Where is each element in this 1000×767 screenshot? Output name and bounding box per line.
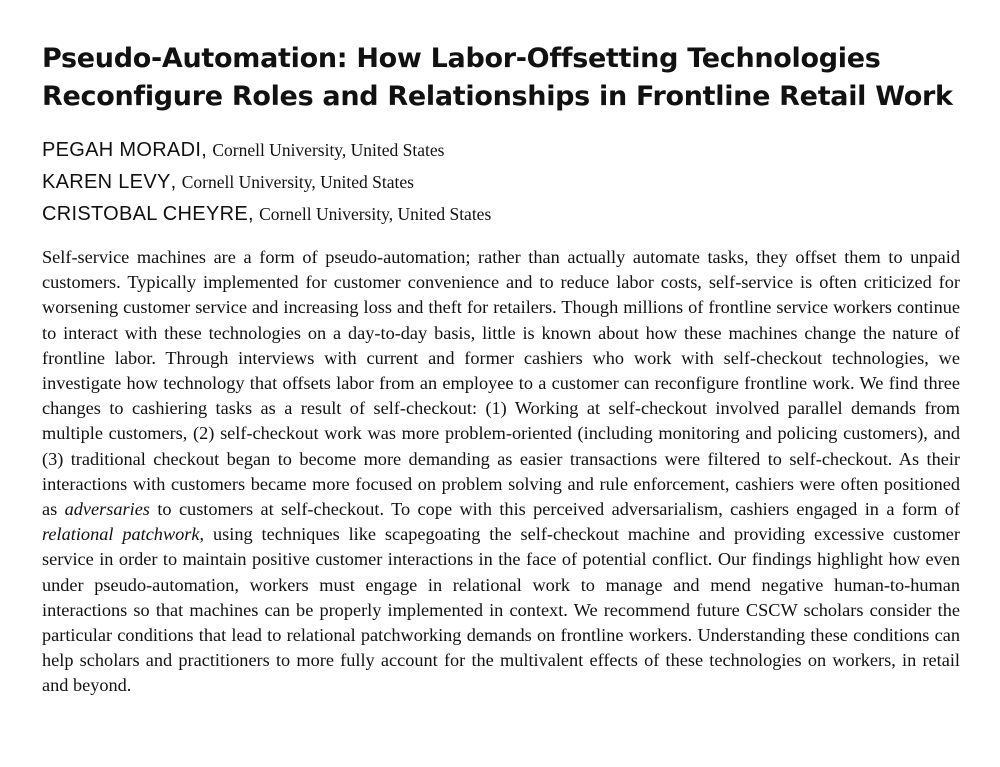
abstract-text: , using techniques like scapegoating the self-checkout machine and providing excessive customer service in order to maintain positive customer interactions in the face of potential conflict. Our findings highlight how even under pseudo-automation, workers must engage in relational work to manage and mend negative human-to-human interactions so that machines can be properly implemented in context. We recommend future CSCW scholars consider the particular conditions that lead to relational patchworking demands on frontline workers. Understanding these conditions can help scholars and practitioners to more fully account for the multivalent effects of these technologies on workers, in retail and beyond. [42,524,960,696]
author-list [42,135,960,231]
abstract-emphasis: relational patchwork [42,524,200,545]
abstract [42,245,960,699]
author-entry: PEGAH MORADI, Cornell University, United States [42,139,445,161]
abstract-text: to customers at self-checkout. To cope with this perceived adversarialism, cashiers engaged in a form of [149,499,960,520]
paper-header [42,40,960,717]
author-affiliation: Cornell University, United States [181,172,414,192]
abstract-emphasis: adversaries [64,499,150,520]
paper-title: Pseudo-Automation: How Labor-Offsetting Technologies Reconfigure Roles and Relationships in Frontline Retail Work [42,43,953,112]
author-entry: KAREN LEVY, Cornell University, United States [42,171,414,193]
author-name: PEGAH MORADI [42,139,202,161]
author-entry: CRISTOBAL CHEYRE, Cornell University, United States [42,203,492,225]
author-name: KAREN LEVY [42,171,171,193]
author-name: CRISTOBAL CHEYRE [42,203,248,225]
author-affiliation: Cornell University, United States [259,204,492,224]
author-affiliation: Cornell University, United States [212,140,445,160]
abstract-text: Self-service machines are a form of pseudo-automation; rather than actually automate tasks, they offset them to unpaid customers. Typically implemented for customer convenience and to reduce labor costs, self-service is often criticized for worsening customer service and increasing loss and theft for retailers. Though millions of frontline service workers continue to interact with these technologies on a day-to-day basis, little is known about how these machines change the nature of frontline labor. Through interviews with current and former cashiers who work with self-checkout technologies, we investigate how technology that offsets labor from an employee to a customer can reconfigure frontline work. We find three changes to cashiering tasks as a result of self-checkout: (1) Working at self-checkout involved parallel demands from multiple customers, (2) self-checkout work was more problem-oriented (including monitoring and policing customers), and (3) traditional checkout began to become more demanding as easier transactions were filtered to self-checkout. As their interactions with customers became more focused on problem solving and rule enforcement, cashiers were often positioned as [42,247,960,520]
